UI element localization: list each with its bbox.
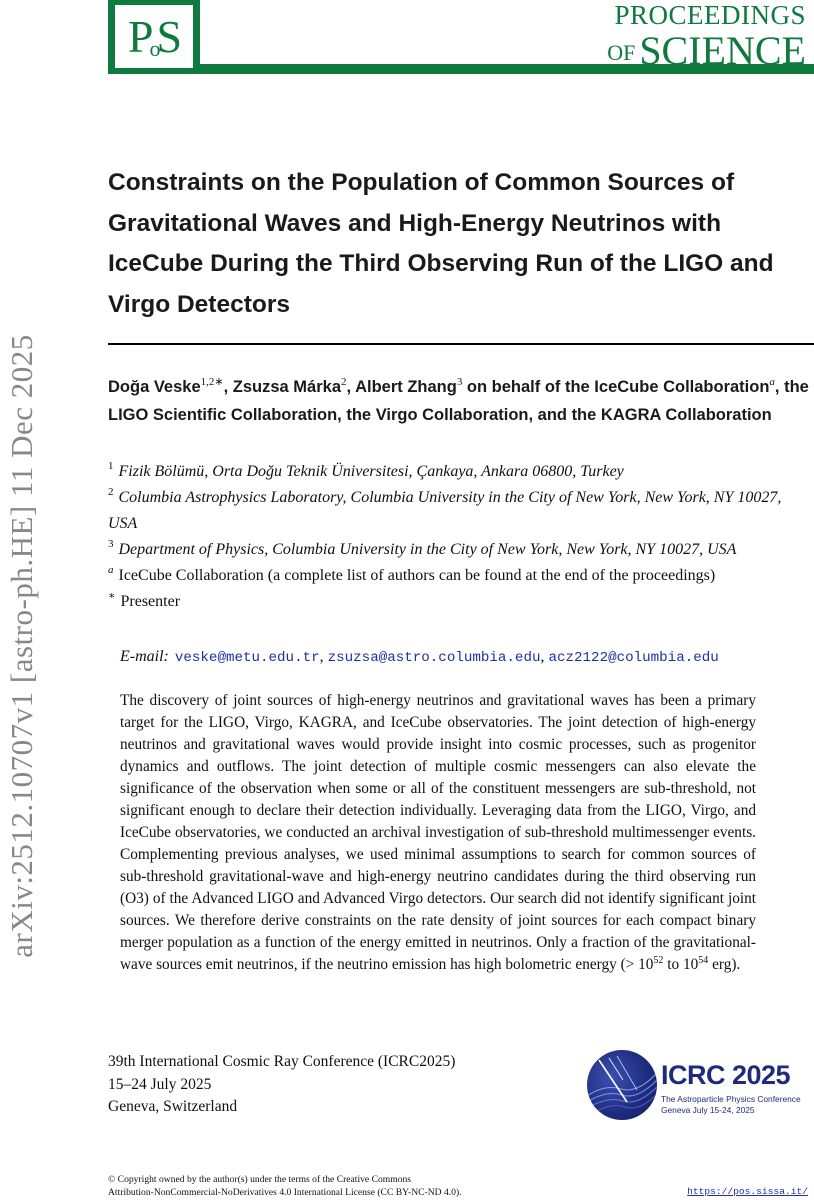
affiliation-item: $^2$ Columbia Astrophysics Laboratory, Columbia University in the City of New York, New York, NY 10027, USA — [108, 486, 782, 532]
affiliation-list — [108, 459, 814, 615]
author-name: Zsuzsa Márka — [232, 378, 341, 396]
globe-icon — [587, 1050, 657, 1120]
email-label: E-mail: — [120, 648, 169, 665]
author-name: Albert Zhang — [355, 378, 457, 396]
conference-place: Geneva, Switzerland — [108, 1098, 238, 1115]
arxiv-stamp: arXiv:2512.10707v1 [astro-ph.HE] 11 Dec 2025 — [4, 334, 39, 958]
journal-title — [607, 2, 806, 71]
icrc-logo — [587, 1050, 809, 1120]
conference-name: 39th International Cosmic Ray Conference (ICRC2025) — [108, 1053, 456, 1070]
email-link[interactable]: veske@metu.edu.tr — [174, 650, 320, 666]
email-link[interactable]: acz2122@columbia.edu — [548, 650, 719, 666]
conference-dates: 15–24 July 2025 — [108, 1075, 212, 1093]
email-line: E-mail: veske@metu.edu.tr, zsuzsa@astro.columbia.edu, acz2122@columbia.edu — [120, 648, 719, 666]
journal-line2: OF SCIENCE — [607, 28, 806, 73]
conference-info — [108, 1051, 455, 1119]
abstract: The discovery of joint sources of high-energy neutrinos and gravitational waves has been a primary target for the LIGO, Virgo, KAGRA, and IceCube observatories. The joint detection of high-energy neutrinos and gravitational waves would provide insight into cosmic processes, such as progenitor dynamics and outflows. The joint detection of multiple cosmic messengers can also elevate the significance of the observation when some or all of the constituent messengers are sub-threshold, not significant enough to declare their detection individually. Leveraging data from the LIGO, Virgo, and IceCube observatories, we conducted an archival investigation of sub-threshold multimessenger events. Complementing previous analyses, we used minimal assumptions to search for common sources of sub-threshold gravitational-wave and high-energy neutrino candidates during the third observing run (O3) of the Advanced LIGO and Advanced Virgo detectors. Our search did not identify significant joint sources. We therefore derive constraints on the rate density of joint sources for each compact binary merger population as a function of the energy emitted in neutrinos. Only a fraction of the gravitational-wave sources emit neutrinos, if the neutrino emission has high bolometric energy (> $10^{52}$ to $10^{54}$ erg). — [120, 692, 756, 973]
paper-title: Constraints on the Population of Common Sources of Gravitational Waves and High-Energy Neutrinos with IceCube During the Third Observing Run of the LIGO and Virgo Detectors — [108, 169, 774, 318]
email-link[interactable]: zsuzsa@astro.columbia.edu — [327, 650, 541, 666]
author-name: Doğa Veske — [108, 378, 201, 396]
affiliation-item: $^3$ Department of Physics, Columbia University in the City of New York, New York, NY 10027, USA — [108, 538, 737, 558]
icrc-logo-name: ICRC 2025 — [661, 1060, 791, 1090]
author-list: Doğa Veske$^{1,2∗}$, Zsuzsa Márka$^2$, Albert Zhang$^3$ on behalf of the IceCube Collaboration$^a$, the LIGO Scientific Collaboration, the Virgo Collaboration, and the KAGRA Collaboration — [108, 376, 809, 424]
copyright-notice: © Copyright owned by the author(s) under the terms of the Creative Commons Attribution-NonCommercial-NoDerivatives 4.0 International License (CC BY-NC-ND 4.0). — [108, 1174, 462, 1198]
affiliation-item: $^1$ Fizik Bölümü, Orta Doğu Teknik Üniversitesi, Çankaya, Ankara 06800, Turkey — [108, 460, 624, 480]
pos-logo-mark: $P_oS$ — [127, 10, 181, 62]
journal-line1: PROCEEDINGS — [614, 0, 806, 30]
icrc-logo-details: Geneva July 15-24, 2025 — [661, 1105, 755, 1115]
pos-site-link[interactable]: https://pos.sissa.it/ — [687, 1186, 808, 1197]
icrc-logo-subtitle: The Astroparticle Physics Conference — [661, 1094, 801, 1104]
pos-logo — [108, 0, 200, 74]
title-rule — [108, 343, 814, 345]
affiliation-item: ∗ Presenter — [108, 590, 181, 610]
affiliation-item: $^a$ IceCube Collaboration (a complete list of authors can be found at the end of the proceedings) — [108, 564, 716, 584]
